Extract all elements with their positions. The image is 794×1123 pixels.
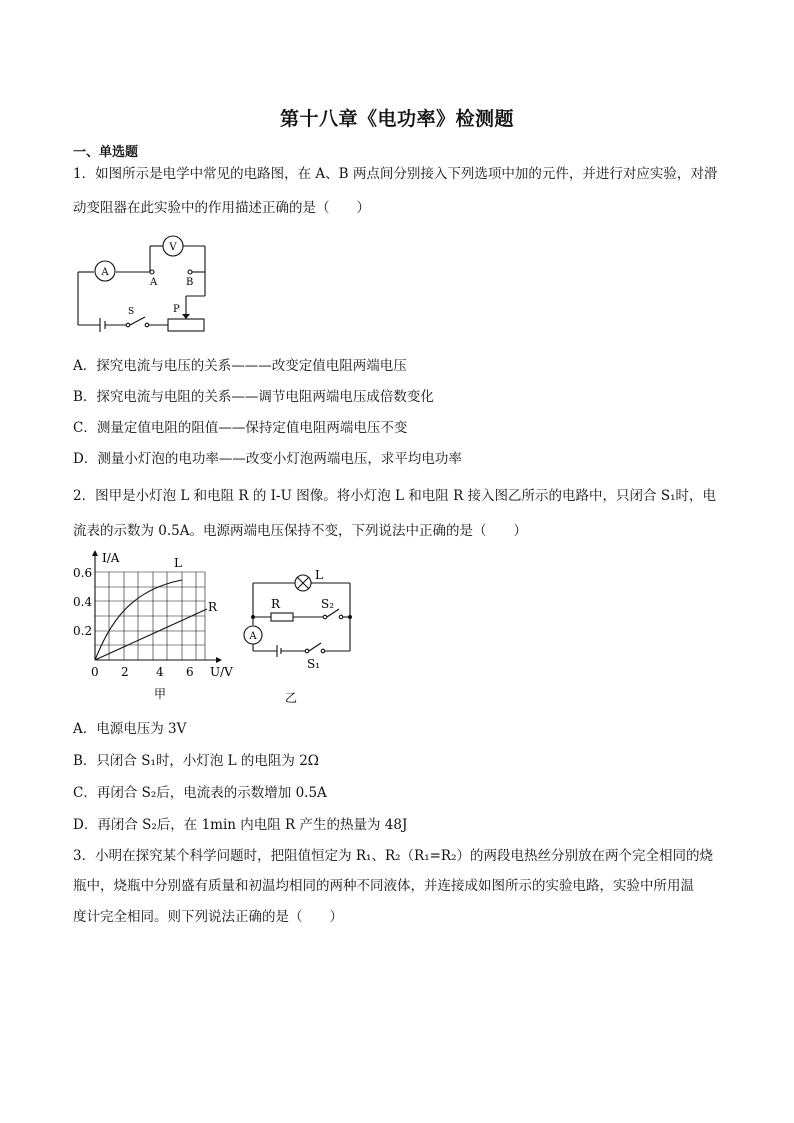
question-1-circuit-diagram — [70, 228, 220, 333]
slider-label: P — [173, 304, 180, 315]
graph-caption: 甲 — [154, 687, 167, 701]
question-2-option-a: A．电源电压为 3V — [73, 721, 187, 737]
y-tick-04: 0.4 — [73, 595, 93, 609]
question-2-option-c: C．再闭合 S₂后，电流表的示数增加 0.5A — [73, 785, 327, 801]
question-1-option-c: C．测量定值电阻的阻值——保持定值电阻两端电压不变 — [73, 420, 408, 436]
curve-l-label: L — [174, 556, 182, 570]
question-1-option-a: A．探究电流与电压的关系———改变定值电阻两端电压 — [73, 358, 407, 374]
question-1-option-b: B．探究电流与电阻的关系——调节电阻两端电压成倍数变化 — [73, 389, 434, 405]
q2-ammeter-label: A — [249, 631, 257, 642]
resistor-symbol — [271, 613, 293, 621]
x-tick-6: 6 — [186, 665, 194, 679]
voltmeter-label: V — [169, 242, 177, 253]
question-1-option-d: D．测量小灯泡的电功率——改变小灯泡两端电压，求平均电功率 — [73, 451, 462, 467]
page-title: 第十八章《电功率》检测题 — [279, 108, 514, 130]
point-b-label: B — [186, 277, 194, 288]
lamp-label: L — [315, 568, 323, 582]
x-axis-label: U/V — [210, 665, 233, 679]
circuit-caption: 乙 — [285, 691, 298, 705]
switch-1-label: S₁ — [307, 657, 321, 671]
question-3-line-2: 瓶中，烧瓶中分别盛有质量和初温均相同的两种不同液体，并连接成如图所示的实验电路，实验中所用温 — [73, 878, 694, 894]
point-a-label: A — [150, 277, 158, 288]
question-3-line-1: 3．小明在探究某个科学问题时，把阻值恒定为 R₁、R₂（R₁=R₂）的两段电热丝分别放在两个完全相同的烧 — [73, 848, 713, 864]
question-2-option-d: D．再闭合 S₂后，在 1min 内电阻 R 产生的热量为 48J — [73, 817, 408, 833]
rheostat-symbol — [168, 319, 204, 331]
switch-2-label: S₂ — [321, 597, 335, 611]
line-r — [95, 609, 207, 660]
x-tick-4: 4 — [156, 665, 164, 679]
y-tick-06: 0.6 — [73, 566, 93, 580]
ammeter-label: A — [101, 267, 109, 278]
x-tick-2: 2 — [121, 665, 129, 679]
question-2-line-1: 2．图甲是小灯泡 L 和电阻 R 的 I-U 图像。将小灯泡 L 和电阻 R 接入图乙所示的电路中，只闭合 S₁时，电 — [73, 488, 716, 504]
x-tick-0: 0 — [91, 665, 99, 679]
question-2-option-b: B．只闭合 S₁时，小灯泡 L 的电阻为 2Ω — [73, 753, 319, 769]
question-3-line-3: 度计完全相同。则下列说法正确的是（ ） — [73, 909, 343, 925]
question-2-circuit-diagram — [235, 565, 360, 710]
question-1-text: 1．如图所示是电学中常见的电路图，在 A、B 两点间分别接入下列选项中加的元件，并进行对应实验，对滑动变阻器在此实验中的作用描述正确的是（ ） — [73, 166, 718, 216]
switch-label: S — [128, 307, 135, 317]
line-r-label: R — [208, 600, 218, 614]
curve-l — [95, 580, 182, 660]
resistor-label: R — [271, 597, 281, 611]
section-heading: 一、单选题 — [73, 145, 139, 160]
y-tick-02: 0.2 — [73, 624, 93, 638]
question-2-line-2: 流表的示数为 0.5A。电源两端电压保持不变，下列说法中正确的是（ ） — [73, 523, 528, 539]
y-axis-label: I/A — [102, 551, 120, 565]
question-2-iu-graph — [70, 548, 245, 708]
